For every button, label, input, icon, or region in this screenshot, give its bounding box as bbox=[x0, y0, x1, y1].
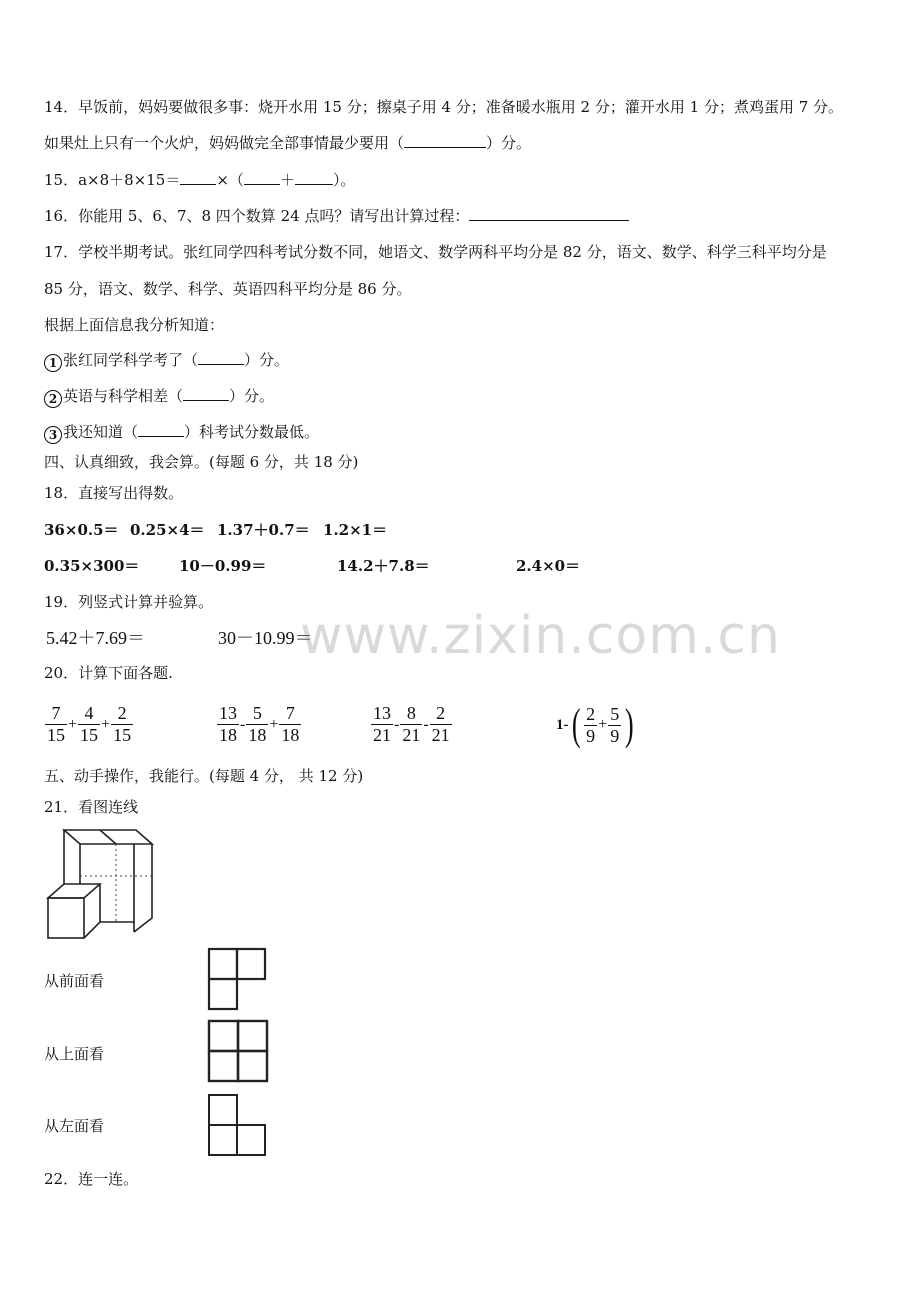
q18-title: 18．直接写出得数。 bbox=[44, 484, 184, 502]
q20-expr-4: 1-( $\frac{2}{9}$ + $\frac{5}{9}$ ) bbox=[556, 700, 634, 749]
q19-title: 19．列竖式计算并验算。 bbox=[44, 593, 214, 611]
answer-blank[interactable] bbox=[404, 133, 486, 148]
q20-expr-1: $\frac{7}{15}$ + $\frac{4}{15}$ + $\frac{2}{15}$ bbox=[47, 703, 132, 745]
view-label-top: 从上面看 bbox=[44, 1045, 105, 1063]
section-5-heading: 五、动手操作，我能行。(每题 4 分， 共 12 分) bbox=[44, 767, 364, 785]
fraction: $\frac{8}{21}$ bbox=[402, 703, 421, 745]
q18-item: 0.35×300＝ bbox=[44, 557, 140, 575]
q18-item: 2.4×0＝ bbox=[516, 557, 581, 575]
q17-line2: 85 分，语文、数学、科学、英语四科平均分是 86 分。 bbox=[44, 280, 412, 298]
fraction: $\frac{5}{9}$ bbox=[610, 703, 620, 746]
fraction: $\frac{2}{15}$ bbox=[113, 703, 132, 745]
q16: 16．你能用 5、6、7、8 四个数算 24 点吗？请写出计算过程： bbox=[44, 206, 629, 226]
q18-item: 1.2×1＝ bbox=[323, 521, 388, 539]
q14-line2: 如果灶上只有一个火炉，妈妈做完全部事情最少要用（ ）分。 bbox=[44, 134, 532, 152]
fraction: $\frac{5}{18}$ bbox=[248, 703, 267, 745]
view-label-front: 从前面看 bbox=[44, 972, 105, 990]
answer-blank[interactable] bbox=[183, 386, 229, 401]
front-view-shape[interactable] bbox=[206, 946, 268, 1012]
q18-item: 10－0.99＝ bbox=[179, 557, 267, 575]
fraction: $\frac{7}{15}$ bbox=[47, 703, 65, 745]
q22-title: 22．连一连。 bbox=[44, 1170, 139, 1188]
answer-blank[interactable] bbox=[198, 350, 244, 365]
q17-item-1: 1 张红同学科学考了（ ）分。 bbox=[44, 350, 289, 372]
q18-item: 36×0.5＝ bbox=[44, 521, 119, 539]
answer-blank[interactable] bbox=[295, 170, 333, 185]
q20-title: 20．计算下面各题. bbox=[44, 664, 173, 682]
q15: 15．a×8＋8×15＝ ×（ ＋ ）。 bbox=[44, 171, 356, 189]
q17-line3: 根据上面信息我分析知道： bbox=[44, 316, 225, 334]
circled-number: 3 bbox=[44, 426, 62, 444]
fraction: $\frac{13}{18}$ bbox=[219, 703, 237, 745]
fraction: $\frac{4}{15}$ bbox=[80, 703, 99, 745]
q19-expr: 5.42＋7.69＝ bbox=[46, 628, 145, 648]
q14-line1: 14．早饭前，妈妈要做很多事：烧开水用 15 分；擦桌子用 4 分；准备暖水瓶用 2 分；灌开水用 1 分；煮鸡蛋用 7 分。 bbox=[44, 98, 844, 116]
view-label-left: 从左面看 bbox=[44, 1117, 105, 1135]
q20-expr-2: $\frac{13}{18}$ - $\frac{5}{18}$ + $\frac{7}{18}$ bbox=[219, 703, 300, 745]
fraction: $\frac{2}{21}$ bbox=[431, 703, 450, 745]
q19-expr: 30－10.99＝ bbox=[218, 628, 313, 648]
top-view-shape[interactable] bbox=[206, 1018, 270, 1084]
fraction: $\frac{7}{18}$ bbox=[281, 703, 300, 745]
q17-item-3: 3 我还知道（ ）科考试分数最低。 bbox=[44, 422, 319, 444]
circled-number: 2 bbox=[44, 390, 62, 408]
left-view-shape[interactable] bbox=[206, 1092, 268, 1158]
circled-number: 1 bbox=[44, 354, 62, 372]
section-4-heading: 四、认真细致，我会算。(每题 6 分，共 18 分) bbox=[44, 453, 359, 471]
q18-item: 14.2＋7.8＝ bbox=[337, 557, 430, 575]
q20-expr-3: $\frac{13}{21}$ - $\frac{8}{21}$ - $\frac{2}{21}$ bbox=[373, 703, 450, 745]
q18-item: 1.37＋0.7＝ bbox=[217, 521, 310, 539]
fraction: $\frac{2}{9}$ bbox=[586, 703, 596, 746]
q17-line1: 17．学校半期考试。张红同学四科考试分数不同，她语文、数学两科平均分是 82 分，语文、数学、科学三科平均分是 bbox=[44, 243, 827, 261]
answer-blank[interactable] bbox=[180, 170, 216, 185]
q18-item: 0.25×4＝ bbox=[130, 521, 205, 539]
cube-stack-figure bbox=[42, 826, 158, 942]
watermark: www.zixin.com.cn bbox=[300, 606, 781, 666]
fraction: $\frac{13}{21}$ bbox=[373, 703, 391, 745]
answer-blank[interactable] bbox=[469, 206, 629, 221]
q21-title: 21．看图连线 bbox=[44, 798, 139, 816]
answer-blank[interactable] bbox=[138, 422, 184, 437]
q17-item-2: 2 英语与科学相差（ ）分。 bbox=[44, 386, 274, 408]
answer-blank[interactable] bbox=[244, 170, 280, 185]
